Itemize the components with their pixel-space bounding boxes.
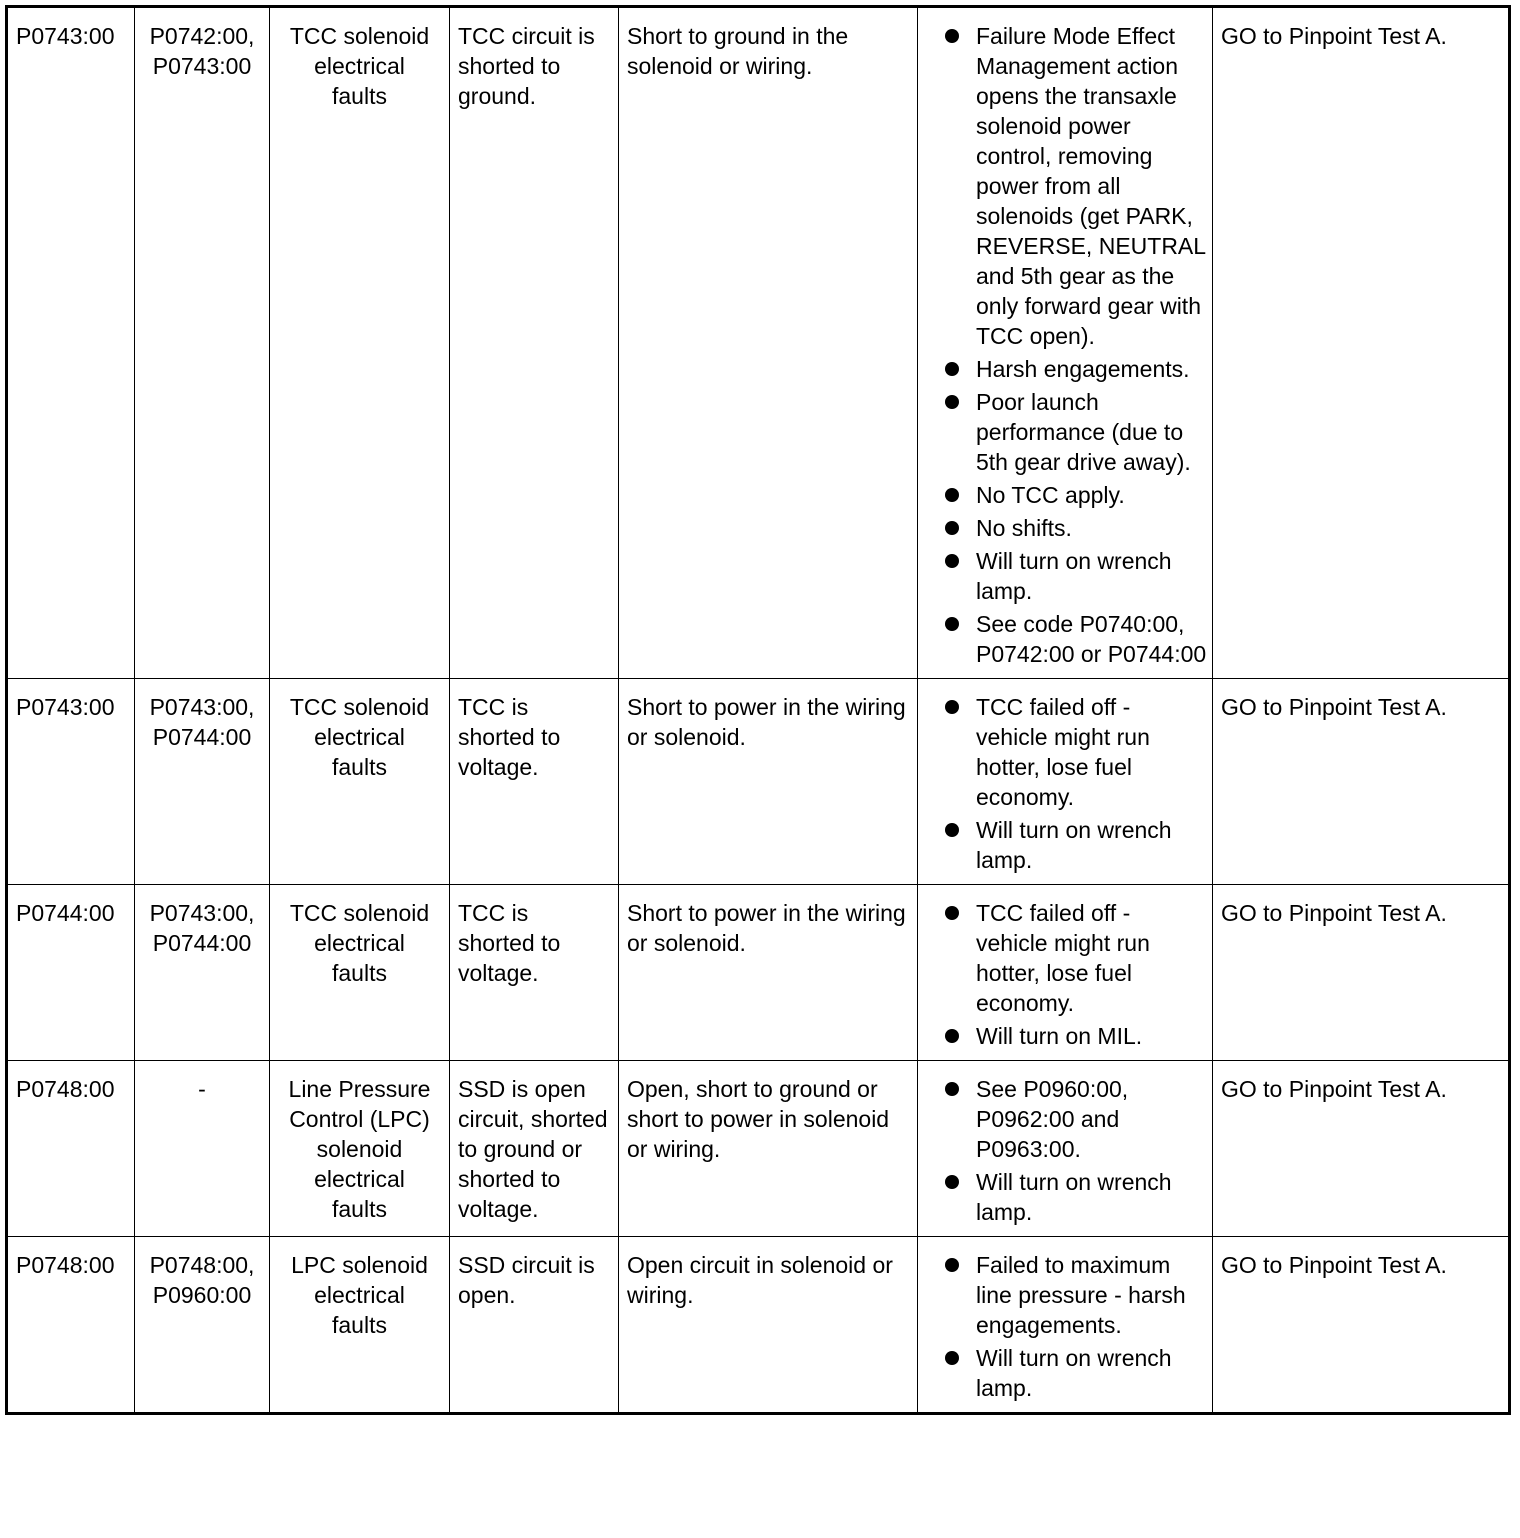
- possible-source-cell: Short to power in the wiring or solenoid.: [619, 679, 918, 885]
- related-codes-cell: P0743:00, P0744:00: [135, 679, 270, 885]
- symptom-item: [942, 1021, 1208, 1051]
- symptom-text: No shifts.: [976, 515, 1072, 541]
- symptom-text: Will turn on wrench lamp.: [976, 548, 1172, 604]
- bullet-icon: [945, 1258, 959, 1272]
- bullet-icon: [945, 362, 959, 376]
- table-row: [7, 885, 1510, 1061]
- possible-source-cell: Open, short to ground or short to power in solenoid or wiring.: [619, 1061, 918, 1237]
- bullet-icon: [945, 1082, 959, 1096]
- dtc-code-cell: P0743:00: [7, 7, 135, 679]
- symptoms-list: [942, 898, 1208, 1051]
- symptoms-cell: [918, 7, 1213, 679]
- symptom-item: [942, 1167, 1208, 1227]
- symptoms-list: [942, 21, 1208, 669]
- symptom-item: [942, 898, 1208, 1018]
- symptom-text: TCC failed off - vehicle might run hotter, lose fuel economy.: [976, 694, 1150, 810]
- action-cell: GO to Pinpoint Test A.: [1213, 679, 1510, 885]
- possible-source-cell: Short to ground in the solenoid or wiring.: [619, 7, 918, 679]
- table-row: [7, 679, 1510, 885]
- symptom-item: [942, 1074, 1208, 1164]
- symptom-item: [942, 692, 1208, 812]
- related-codes-cell: P0743:00, P0744:00: [135, 885, 270, 1061]
- symptom-item: [942, 546, 1208, 606]
- related-codes-cell: -: [135, 1061, 270, 1237]
- symptom-text: See P0960:00, P0962:00 and P0963:00.: [976, 1076, 1129, 1162]
- bullet-icon: [945, 823, 959, 837]
- symptom-item: [942, 609, 1208, 669]
- symptom-text: Failed to maximum line pressure - harsh engagements.: [976, 1252, 1186, 1338]
- symptom-item: [942, 1343, 1208, 1403]
- symptoms-cell: [918, 1061, 1213, 1237]
- symptoms-list: [942, 1074, 1208, 1227]
- symptom-text: Will turn on wrench lamp.: [976, 1345, 1172, 1401]
- dtc-code-cell: P0748:00: [7, 1061, 135, 1237]
- action-cell: GO to Pinpoint Test A.: [1213, 7, 1510, 679]
- condition-cell: SSD circuit is open.: [450, 1237, 619, 1414]
- condition-cell: TCC circuit is shorted to ground.: [450, 7, 619, 679]
- symptoms-cell: [918, 679, 1213, 885]
- possible-source-cell: Open circuit in solenoid or wiring.: [619, 1237, 918, 1414]
- symptom-text: No TCC apply.: [976, 482, 1125, 508]
- bullet-icon: [945, 617, 959, 631]
- bullet-icon: [945, 700, 959, 714]
- symptoms-cell: [918, 885, 1213, 1061]
- related-codes-cell: P0748:00, P0960:00: [135, 1237, 270, 1414]
- table-row: [7, 7, 1510, 679]
- table-row: [7, 1237, 1510, 1414]
- description-cell: LPC solenoid electrical faults: [270, 1237, 450, 1414]
- action-cell: GO to Pinpoint Test A.: [1213, 885, 1510, 1061]
- description-cell: TCC solenoid electrical faults: [270, 7, 450, 679]
- action-cell: GO to Pinpoint Test A.: [1213, 1237, 1510, 1414]
- symptom-text: Poor launch performance (due to 5th gear drive away).: [976, 389, 1191, 475]
- symptom-text: Harsh engagements.: [976, 356, 1190, 382]
- dtc-code-cell: P0748:00: [7, 1237, 135, 1414]
- bullet-icon: [945, 906, 959, 920]
- description-cell: TCC solenoid electrical faults: [270, 885, 450, 1061]
- symptom-text: Will turn on wrench lamp.: [976, 817, 1172, 873]
- symptoms-list: [942, 692, 1208, 875]
- description-cell: TCC solenoid electrical faults: [270, 679, 450, 885]
- symptom-item: [942, 480, 1208, 510]
- symptom-item: [942, 354, 1208, 384]
- description-cell: Line Pressure Control (LPC) solenoid electrical faults: [270, 1061, 450, 1237]
- symptom-item: [942, 387, 1208, 477]
- symptom-text: Failure Mode Effect Management action opens the transaxle solenoid power control, removing power from all solenoids (get PARK, REVERSE, NEUTRAL and 5th gear as the only forward gear with TCC open).: [976, 23, 1206, 349]
- symptom-item: [942, 513, 1208, 543]
- dtc-table: [5, 5, 1511, 1415]
- condition-cell: SSD is open circuit, shorted to ground or shorted to voltage.: [450, 1061, 619, 1237]
- bullet-icon: [945, 521, 959, 535]
- dtc-code-cell: P0744:00: [7, 885, 135, 1061]
- symptom-item: [942, 815, 1208, 875]
- symptom-item: [942, 21, 1208, 351]
- condition-cell: TCC is shorted to voltage.: [450, 885, 619, 1061]
- symptom-item: [942, 1250, 1208, 1340]
- symptom-text: TCC failed off - vehicle might run hotter, lose fuel economy.: [976, 900, 1150, 1016]
- bullet-icon: [945, 395, 959, 409]
- bullet-icon: [945, 554, 959, 568]
- symptom-text: Will turn on MIL.: [976, 1023, 1143, 1049]
- dtc-code-cell: P0743:00: [7, 679, 135, 885]
- table-row: [7, 1061, 1510, 1237]
- bullet-icon: [945, 488, 959, 502]
- table-body: [7, 7, 1510, 1414]
- condition-cell: TCC is shorted to voltage.: [450, 679, 619, 885]
- related-codes-cell: P0742:00, P0743:00: [135, 7, 270, 679]
- symptoms-list: [942, 1250, 1208, 1403]
- symptom-text: See code P0740:00, P0742:00 or P0744:00: [976, 611, 1207, 667]
- bullet-icon: [945, 1029, 959, 1043]
- symptoms-cell: [918, 1237, 1213, 1414]
- bullet-icon: [945, 29, 959, 43]
- bullet-icon: [945, 1175, 959, 1189]
- bullet-icon: [945, 1351, 959, 1365]
- symptom-text: Will turn on wrench lamp.: [976, 1169, 1172, 1225]
- possible-source-cell: Short to power in the wiring or solenoid.: [619, 885, 918, 1061]
- action-cell: GO to Pinpoint Test A.: [1213, 1061, 1510, 1237]
